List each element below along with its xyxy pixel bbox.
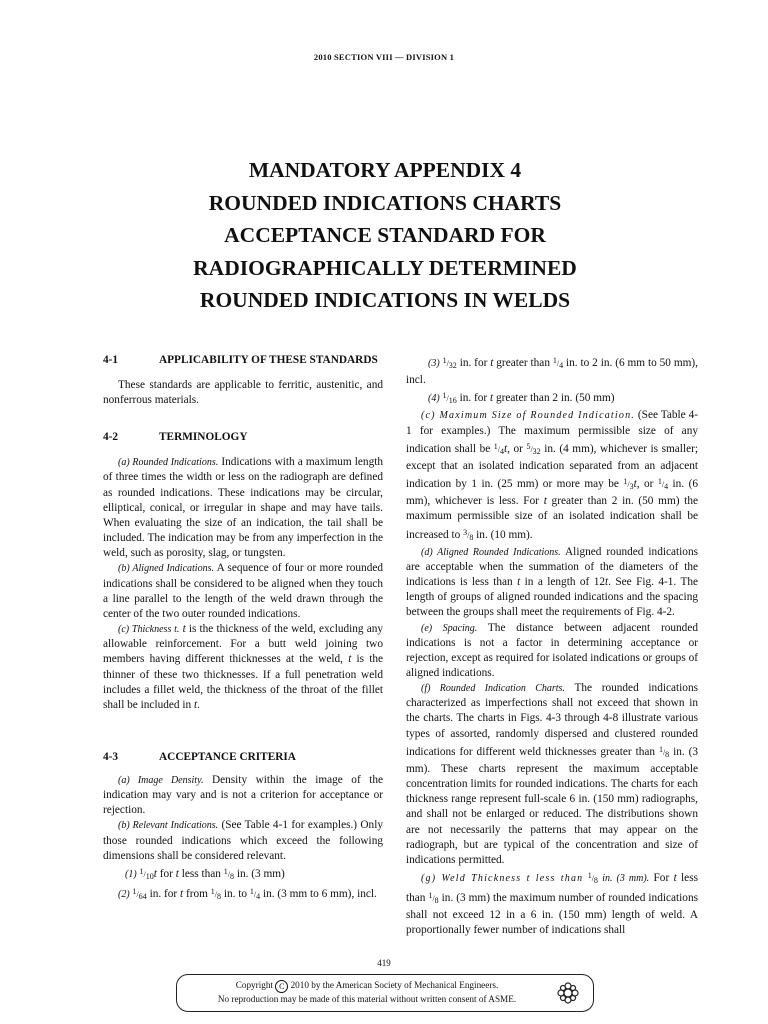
reproduction-notice: No reproduction may be made of this material without written consent of ASME.: [217, 994, 517, 1004]
list-item: (3) 1/32 in. for t greater than 1/4 in. to 2 in. (6 mm to 50 mm), incl.: [406, 356, 698, 387]
paragraph: (g) Weld Thickness t less than 1/8 in. (3 mm). For t less than 1/8 in. (3 mm) the maximum number of rounded indications shall not exceed 12 in a 6 in. (150 mm) length of weld. A proportionally fewer number of indications shall: [406, 871, 698, 937]
paragraph: These standards are applicable to ferritic, austenitic, and nonferrous materials.: [103, 379, 383, 407]
appendix-title: [100, 154, 670, 317]
paragraph: (c) Maximum Size of Rounded Indication. (See Table 4-1 for examples.) The maximum permissible size of any indication shall be 1/4t, or 5/32 in. (4 mm), whichever is smaller; except that an isolated indication separated from an adjacent indication by 1 in. (25 mm) or more may be 1/3t, or 1/4 in. (6 mm), whichever is less. For t greater than 2 in. (50 mm) the maximum permissible size of an isolated indication shall be increased to 3/8 in. (10 mm).: [406, 409, 698, 542]
paragraph: (d) Aligned Rounded Indications. Aligned rounded indications are acceptable when the summation of the diameters of the indications is less than t in a length of 12t. See Fig. 4-1. The length of groups of aligned rounded indications and the spacing between the groups shall meet the requirements of Fig. 4-2.: [406, 545, 699, 619]
section-title: TERMINOLOGY: [159, 431, 248, 444]
title-line: ACCEPTANCE STANDARD FOR: [224, 223, 546, 247]
right-column: [406, 353, 698, 939]
list-item: (4) 1/16 in. for t greater than 2 in. (50 mm): [428, 391, 615, 406]
section-heading: [103, 353, 383, 368]
paragraph: (e) Spacing. The distance between adjacent rounded indications is not a factor in determining acceptance or rejection, except as required for isolated indications or groups of aligned indications.: [406, 621, 698, 679]
paragraph: (c) Thickness t. t is the thickness of the weld, excluding any allowable reinforcement. For a butt weld joining two members having different thicknesses at the weld, t is the thinner of these two thicknesses. If a full penetration weld includes a fillet weld, the thickness of the throat of the fillet shall be included in t.: [103, 623, 384, 711]
copyright-text: Copyright C 2010 by the American Society of Mechanical Engineers. No reproduction may be made of this material without written consent of ASME.: [187, 979, 547, 1007]
section-number: 4-2: [103, 431, 119, 444]
section-title: APPLICABILITY OF THESE STANDARDS: [159, 354, 378, 366]
section-number: 4-3: [103, 750, 119, 763]
section-title: ACCEPTANCE CRITERIA: [159, 750, 296, 763]
title-line: MANDATORY APPENDIX 4: [248, 158, 522, 182]
copyright-icon: C: [275, 980, 288, 993]
paragraph: (b) Relevant Indications. (See Table 4-1 for examples.) Only those rounded indications which exceed the following dimensions shall be considered relevant.: [103, 819, 383, 862]
page-number: 419: [377, 958, 391, 968]
title-line: ROUNDED INDICATIONS CHARTS: [208, 190, 562, 215]
left-column: [103, 353, 383, 904]
copyright-footer: [176, 974, 594, 1012]
section-number: 4-1: [103, 354, 119, 366]
paragraph: (a) Image Density. Density within the image of the indication may vary and is not a criterion for acceptance or rejection.: [103, 773, 383, 817]
running-head: 2010 SECTION VIII — DIVISION 1: [313, 52, 455, 62]
paragraph: (a) Rounded Indications. Indications with a maximum length of three times the width or less on the radiograph are defined as rounded indications. These indications may be circular, elliptical, conical, or irregular in shape and may have tails. When evaluating the size of an indication, the tail shall be included. The indication may be from any imperfection in the weld, such as porosity, slag, or tungsten.: [103, 456, 384, 560]
section-heading: [103, 430, 383, 445]
title-line: ROUNDED INDICATIONS IN WELDS: [199, 288, 571, 312]
section-heading: [103, 750, 383, 765]
asme-logo-icon: [555, 980, 581, 1006]
paragraph: (f) Rounded Indication Charts. The rounded indications characterized as imperfections shall not exceed that shown in the charts. The charts in Figs. 4-3 through 4-8 illustrate various types of assorted, randomly dispersed and clustered rounded indications for different weld thicknesses greater than 1/8 in. (3 mm). These charts represent the maximum acceptable concentration limits for rounded indications. The charts for each thickness range represent full-scale 6 in. (150 mm) radiographs, and shall not be enlarged or reduced. The distributions shown are not necessarily the patterns that may appear on the radiograph, but are typical of the concentration and size of indications permitted.: [406, 682, 698, 866]
list-item: (2) 1/64 in. for t from 1/8 in. to 1/4 in. (3 mm to 6 mm), incl.: [118, 887, 377, 902]
title-line: RADIOGRAPHICALLY DETERMINED: [193, 255, 577, 280]
paragraph: (b) Aligned Indications. A sequence of four or more rounded indications shall be considered to be aligned when they touch a line parallel to the length of the weld drawn through the center of the two outer rounded indications.: [103, 562, 384, 620]
list-item: (1) 1/10t for t less than 1/8 in. (3 mm): [125, 866, 285, 881]
